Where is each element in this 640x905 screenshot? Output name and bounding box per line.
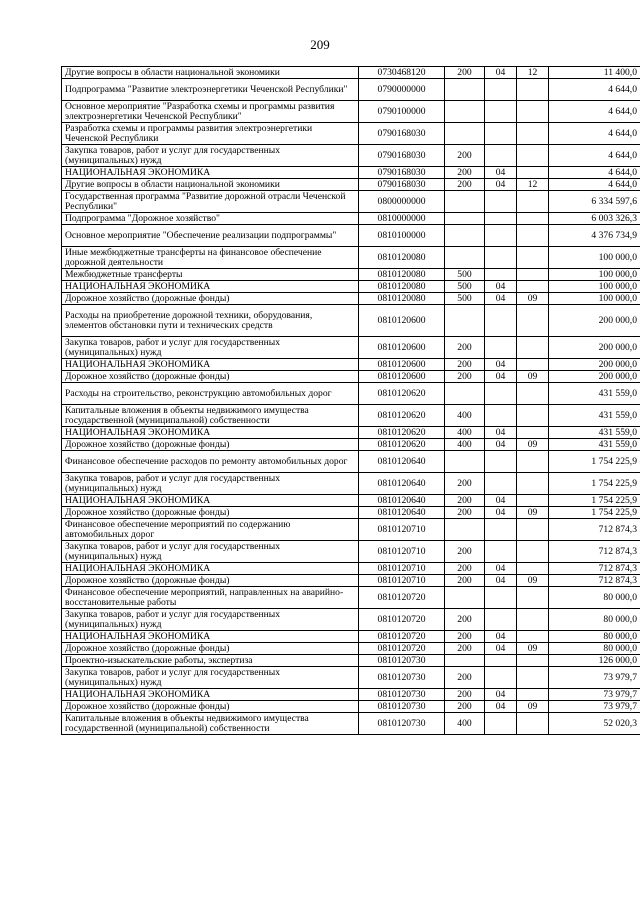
cell-subsection: [517, 473, 549, 495]
table-row: [62, 451, 640, 473]
cell-target-code: 0810120620: [359, 405, 445, 427]
table-row: [62, 179, 640, 191]
cell-subsection: [517, 337, 549, 359]
cell-subsection: [517, 609, 549, 631]
cell-subsection: [517, 191, 549, 213]
cell-amount: 4 644,0: [549, 145, 640, 167]
cell-expense-type: [445, 225, 485, 247]
cell-name: Закупка товаров, работ и услуг для государственных (муниципальных) нужд: [62, 667, 359, 689]
cell-amount: 52 020,3: [549, 713, 640, 735]
cell-expense-type: [445, 655, 485, 667]
cell-section: 04: [485, 643, 517, 655]
cell-name: Закупка товаров, работ и услуг для государственных (муниципальных) нужд: [62, 473, 359, 495]
cell-section: [485, 713, 517, 735]
cell-amount: 100 000,0: [549, 247, 640, 269]
cell-amount: 1 754 225,9: [549, 495, 640, 507]
cell-subsection: 09: [517, 643, 549, 655]
table-row: [62, 371, 640, 383]
cell-name: Закупка товаров, работ и услуг для государственных (муниципальных) нужд: [62, 145, 359, 167]
table-row: [62, 305, 640, 337]
cell-expense-type: 200: [445, 179, 485, 191]
cell-name: Основное мероприятие "Обеспечение реализации подпрограммы": [62, 225, 359, 247]
cell-target-code: 0810120640: [359, 495, 445, 507]
cell-name: Капитальные вложения в объекты недвижимого имущества государственной (муниципальной) собственности: [62, 405, 359, 427]
cell-target-code: 0810120640: [359, 507, 445, 519]
cell-subsection: [517, 213, 549, 225]
cell-target-code: 0790168030: [359, 167, 445, 179]
cell-subsection: 09: [517, 371, 549, 383]
table-row: [62, 643, 640, 655]
cell-amount: 712 874,3: [549, 519, 640, 541]
cell-expense-type: 400: [445, 427, 485, 439]
cell-name: Дорожное хозяйство (дорожные фонды): [62, 371, 359, 383]
cell-expense-type: 200: [445, 67, 485, 79]
cell-subsection: [517, 563, 549, 575]
cell-section: 04: [485, 293, 517, 305]
cell-target-code: 0790168030: [359, 145, 445, 167]
cell-subsection: [517, 587, 549, 609]
cell-amount: 200 000,0: [549, 305, 640, 337]
cell-target-code: 0810120720: [359, 609, 445, 631]
table-row: [62, 213, 640, 225]
cell-name: Разработка схемы и программы развития электроэнергетики Чеченской Республики: [62, 123, 359, 145]
cell-name: Финансовое обеспечение мероприятий по содержанию автомобильных дорог: [62, 519, 359, 541]
cell-target-code: 0810120080: [359, 281, 445, 293]
table-row: [62, 337, 640, 359]
cell-name: НАЦИОНАЛЬНАЯ ЭКОНОМИКА: [62, 359, 359, 371]
cell-name: Расходы на строительство, реконструкцию автомобильных дорог: [62, 383, 359, 405]
cell-section: [485, 519, 517, 541]
cell-target-code: 0810120730: [359, 667, 445, 689]
cell-name: Дорожное хозяйство (дорожные фонды): [62, 439, 359, 451]
cell-subsection: [517, 631, 549, 643]
cell-amount: 11 400,0: [549, 67, 640, 79]
cell-section: 04: [485, 281, 517, 293]
cell-name: Другие вопросы в области национальной экономики: [62, 67, 359, 79]
cell-amount: 712 874,3: [549, 575, 640, 587]
cell-expense-type: [445, 101, 485, 123]
cell-amount: 100 000,0: [549, 269, 640, 281]
cell-section: 04: [485, 563, 517, 575]
cell-name: Дорожное хозяйство (дорожные фонды): [62, 507, 359, 519]
cell-section: [485, 247, 517, 269]
cell-amount: 100 000,0: [549, 281, 640, 293]
cell-target-code: 0790168030: [359, 123, 445, 145]
cell-section: [485, 213, 517, 225]
cell-section: 04: [485, 359, 517, 371]
cell-expense-type: 400: [445, 713, 485, 735]
table-row: [62, 293, 640, 305]
table-row: [62, 713, 640, 735]
cell-section: 04: [485, 575, 517, 587]
page-number: 209: [310, 37, 330, 52]
cell-subsection: 09: [517, 701, 549, 713]
cell-amount: 4 644,0: [549, 101, 640, 123]
cell-section: [485, 587, 517, 609]
cell-section: 04: [485, 439, 517, 451]
cell-target-code: 0810120710: [359, 563, 445, 575]
cell-expense-type: 200: [445, 563, 485, 575]
cell-amount: 80 000,0: [549, 587, 640, 609]
cell-subsection: [517, 451, 549, 473]
table-row: [62, 405, 640, 427]
cell-expense-type: 500: [445, 269, 485, 281]
cell-subsection: 09: [517, 507, 549, 519]
cell-expense-type: 200: [445, 495, 485, 507]
cell-section: [485, 473, 517, 495]
table-row: [62, 123, 640, 145]
cell-subsection: 09: [517, 439, 549, 451]
cell-target-code: 0800000000: [359, 191, 445, 213]
cell-name: Капитальные вложения в объекты недвижимого имущества государственной (муниципальной) собственности: [62, 713, 359, 735]
cell-target-code: 0790000000: [359, 79, 445, 101]
cell-name: Закупка товаров, работ и услуг для государственных (муниципальных) нужд: [62, 541, 359, 563]
table-row: [62, 269, 640, 281]
cell-subsection: [517, 495, 549, 507]
table-row: [62, 519, 640, 541]
cell-subsection: [517, 305, 549, 337]
table-row: [62, 225, 640, 247]
table-row: [62, 507, 640, 519]
cell-amount: 200 000,0: [549, 371, 640, 383]
cell-amount: 431 559,0: [549, 383, 640, 405]
cell-expense-type: 200: [445, 667, 485, 689]
table-row: [62, 427, 640, 439]
cell-name: Дорожное хозяйство (дорожные фонды): [62, 293, 359, 305]
cell-subsection: [517, 145, 549, 167]
table-row: [62, 101, 640, 123]
cell-expense-type: 200: [445, 575, 485, 587]
cell-section: [485, 191, 517, 213]
cell-expense-type: 200: [445, 689, 485, 701]
table-row: [62, 145, 640, 167]
cell-target-code: 0810120720: [359, 631, 445, 643]
table-row: [62, 67, 640, 79]
cell-name: НАЦИОНАЛЬНАЯ ЭКОНОМИКА: [62, 167, 359, 179]
cell-amount: 712 874,3: [549, 541, 640, 563]
table-row: [62, 191, 640, 213]
cell-amount: 6 003 326,3: [549, 213, 640, 225]
table-row: [62, 587, 640, 609]
cell-name: Дорожное хозяйство (дорожные фонды): [62, 643, 359, 655]
cell-name: Основное мероприятие "Разработка схемы и программы развития электроэнергетики Чеченской Республики": [62, 101, 359, 123]
table-row: [62, 689, 640, 701]
cell-subsection: [517, 247, 549, 269]
cell-expense-type: 200: [445, 473, 485, 495]
cell-expense-type: 500: [445, 293, 485, 305]
cell-expense-type: [445, 519, 485, 541]
cell-expense-type: 400: [445, 405, 485, 427]
cell-target-code: 0810120710: [359, 541, 445, 563]
table-row: [62, 667, 640, 689]
cell-name: Финансовое обеспечение мероприятий, направленных на аварийно-восстановительные работы: [62, 587, 359, 609]
cell-subsection: [517, 667, 549, 689]
cell-section: 04: [485, 167, 517, 179]
cell-target-code: 0810120080: [359, 269, 445, 281]
cell-subsection: 12: [517, 67, 549, 79]
cell-section: [485, 123, 517, 145]
cell-section: 04: [485, 689, 517, 701]
cell-name: Расходы на приобретение дорожной техники, оборудования, элементов обстановки пути и технических средств: [62, 305, 359, 337]
cell-target-code: 0810120730: [359, 655, 445, 667]
cell-name: НАЦИОНАЛЬНАЯ ЭКОНОМИКА: [62, 563, 359, 575]
cell-section: 04: [485, 179, 517, 191]
cell-subsection: 12: [517, 179, 549, 191]
cell-expense-type: [445, 123, 485, 145]
cell-name: Финансовое обеспечение расходов по ремонту автомобильных дорог: [62, 451, 359, 473]
cell-subsection: [517, 101, 549, 123]
cell-section: 04: [485, 631, 517, 643]
cell-section: [485, 269, 517, 281]
budget-table: [61, 66, 640, 735]
cell-subsection: [517, 713, 549, 735]
table-row: [62, 383, 640, 405]
cell-expense-type: [445, 247, 485, 269]
cell-target-code: 0810120600: [359, 371, 445, 383]
cell-section: 04: [485, 371, 517, 383]
cell-amount: 80 000,0: [549, 643, 640, 655]
cell-subsection: [517, 79, 549, 101]
cell-subsection: [517, 281, 549, 293]
cell-name: Межбюджетные трансферты: [62, 269, 359, 281]
cell-subsection: [517, 225, 549, 247]
cell-target-code: 0810120080: [359, 247, 445, 269]
cell-amount: 712 874,3: [549, 563, 640, 575]
table-row: [62, 359, 640, 371]
cell-name: Государственная программа "Развитие дорожной отрасли Чеченской Республики": [62, 191, 359, 213]
cell-subsection: 09: [517, 575, 549, 587]
cell-name: НАЦИОНАЛЬНАЯ ЭКОНОМИКА: [62, 495, 359, 507]
table-row: [62, 439, 640, 451]
cell-subsection: [517, 519, 549, 541]
cell-target-code: 0810120600: [359, 337, 445, 359]
cell-target-code: 0810120710: [359, 519, 445, 541]
cell-section: [485, 451, 517, 473]
cell-expense-type: 200: [445, 167, 485, 179]
cell-expense-type: 200: [445, 631, 485, 643]
cell-name: НАЦИОНАЛЬНАЯ ЭКОНОМИКА: [62, 689, 359, 701]
cell-section: 04: [485, 427, 517, 439]
cell-expense-type: [445, 383, 485, 405]
cell-amount: 1 754 225,9: [549, 507, 640, 519]
cell-amount: 4 644,0: [549, 79, 640, 101]
cell-amount: 431 559,0: [549, 405, 640, 427]
cell-amount: 200 000,0: [549, 337, 640, 359]
cell-amount: 431 559,0: [549, 427, 640, 439]
table-row: [62, 281, 640, 293]
cell-target-code: 0810000000: [359, 213, 445, 225]
cell-expense-type: 200: [445, 371, 485, 383]
cell-target-code: 0810120730: [359, 689, 445, 701]
cell-expense-type: [445, 305, 485, 337]
cell-name: Иные межбюджетные трансферты на финансовое обеспечение дорожной деятельности: [62, 247, 359, 269]
cell-name: Подпрограмма "Дорожное хозяйство": [62, 213, 359, 225]
budget-table-body: [62, 67, 640, 735]
cell-amount: 200 000,0: [549, 359, 640, 371]
cell-expense-type: 200: [445, 609, 485, 631]
cell-section: [485, 225, 517, 247]
cell-section: 04: [485, 495, 517, 507]
cell-expense-type: [445, 587, 485, 609]
cell-target-code: 0810120720: [359, 643, 445, 655]
cell-section: [485, 145, 517, 167]
cell-subsection: [517, 123, 549, 145]
cell-subsection: [517, 359, 549, 371]
cell-expense-type: 200: [445, 507, 485, 519]
table-row: [62, 473, 640, 495]
cell-subsection: [517, 427, 549, 439]
cell-amount: 4 644,0: [549, 167, 640, 179]
cell-target-code: 0810120730: [359, 713, 445, 735]
cell-expense-type: [445, 213, 485, 225]
cell-subsection: [517, 689, 549, 701]
table-row: [62, 167, 640, 179]
cell-subsection: 09: [517, 293, 549, 305]
cell-name: Другие вопросы в области национальной экономики: [62, 179, 359, 191]
cell-subsection: [517, 167, 549, 179]
cell-expense-type: [445, 79, 485, 101]
cell-section: [485, 101, 517, 123]
cell-amount: 1 754 225,9: [549, 473, 640, 495]
cell-name: Дорожное хозяйство (дорожные фонды): [62, 701, 359, 713]
cell-amount: 100 000,0: [549, 293, 640, 305]
cell-subsection: [517, 655, 549, 667]
cell-target-code: 0790168030: [359, 179, 445, 191]
cell-expense-type: 200: [445, 701, 485, 713]
cell-section: 04: [485, 507, 517, 519]
cell-amount: 73 979,7: [549, 667, 640, 689]
cell-target-code: 0730468120: [359, 67, 445, 79]
cell-expense-type: 400: [445, 439, 485, 451]
cell-expense-type: 200: [445, 337, 485, 359]
cell-name: Закупка товаров, работ и услуг для государственных (муниципальных) нужд: [62, 337, 359, 359]
cell-name: Проектно-изыскательские работы, экспертиза: [62, 655, 359, 667]
cell-expense-type: [445, 191, 485, 213]
cell-section: [485, 305, 517, 337]
table-row: [62, 609, 640, 631]
cell-amount: 4 644,0: [549, 179, 640, 191]
table-row: [62, 563, 640, 575]
cell-subsection: [517, 405, 549, 427]
cell-section: 04: [485, 67, 517, 79]
cell-subsection: [517, 383, 549, 405]
cell-target-code: 0810120730: [359, 701, 445, 713]
table-row: [62, 495, 640, 507]
cell-section: [485, 79, 517, 101]
cell-name: Дорожное хозяйство (дорожные фонды): [62, 575, 359, 587]
cell-expense-type: 500: [445, 281, 485, 293]
cell-subsection: [517, 541, 549, 563]
cell-section: [485, 405, 517, 427]
cell-amount: 6 334 597,6: [549, 191, 640, 213]
cell-target-code: 0790100000: [359, 101, 445, 123]
cell-target-code: 0810120710: [359, 575, 445, 587]
cell-target-code: 0810120640: [359, 451, 445, 473]
cell-amount: 73 979,7: [549, 701, 640, 713]
cell-target-code: 0810100000: [359, 225, 445, 247]
cell-target-code: 0810120640: [359, 473, 445, 495]
cell-name: Закупка товаров, работ и услуг для государственных (муниципальных) нужд: [62, 609, 359, 631]
cell-amount: 73 979,7: [549, 689, 640, 701]
cell-section: [485, 655, 517, 667]
cell-target-code: 0810120600: [359, 305, 445, 337]
cell-expense-type: 200: [445, 145, 485, 167]
cell-section: [485, 667, 517, 689]
table-row: [62, 631, 640, 643]
cell-name: НАЦИОНАЛЬНАЯ ЭКОНОМИКА: [62, 281, 359, 293]
cell-target-code: 0810120620: [359, 427, 445, 439]
cell-section: [485, 383, 517, 405]
cell-target-code: 0810120620: [359, 383, 445, 405]
cell-expense-type: 200: [445, 541, 485, 563]
table-row: [62, 79, 640, 101]
table-row: [62, 541, 640, 563]
cell-expense-type: [445, 451, 485, 473]
table-row: [62, 575, 640, 587]
table-row: [62, 701, 640, 713]
cell-amount: 1 754 225,9: [549, 451, 640, 473]
cell-amount: 80 000,0: [549, 609, 640, 631]
cell-amount: 126 000,0: [549, 655, 640, 667]
cell-section: [485, 609, 517, 631]
table-row: [62, 655, 640, 667]
cell-target-code: 0810120620: [359, 439, 445, 451]
cell-amount: 80 000,0: [549, 631, 640, 643]
cell-section: 04: [485, 701, 517, 713]
cell-expense-type: 200: [445, 643, 485, 655]
cell-subsection: [517, 269, 549, 281]
cell-amount: 4 376 734,9: [549, 225, 640, 247]
cell-section: [485, 541, 517, 563]
cell-section: [485, 337, 517, 359]
cell-name: НАЦИОНАЛЬНАЯ ЭКОНОМИКА: [62, 427, 359, 439]
cell-target-code: 0810120600: [359, 359, 445, 371]
table-row: [62, 247, 640, 269]
cell-target-code: 0810120720: [359, 587, 445, 609]
cell-expense-type: 200: [445, 359, 485, 371]
cell-amount: 431 559,0: [549, 439, 640, 451]
cell-target-code: 0810120080: [359, 293, 445, 305]
cell-name: Подпрограмма "Развитие электроэнергетики Чеченской Республики": [62, 79, 359, 101]
cell-name: НАЦИОНАЛЬНАЯ ЭКОНОМИКА: [62, 631, 359, 643]
cell-amount: 4 644,0: [549, 123, 640, 145]
